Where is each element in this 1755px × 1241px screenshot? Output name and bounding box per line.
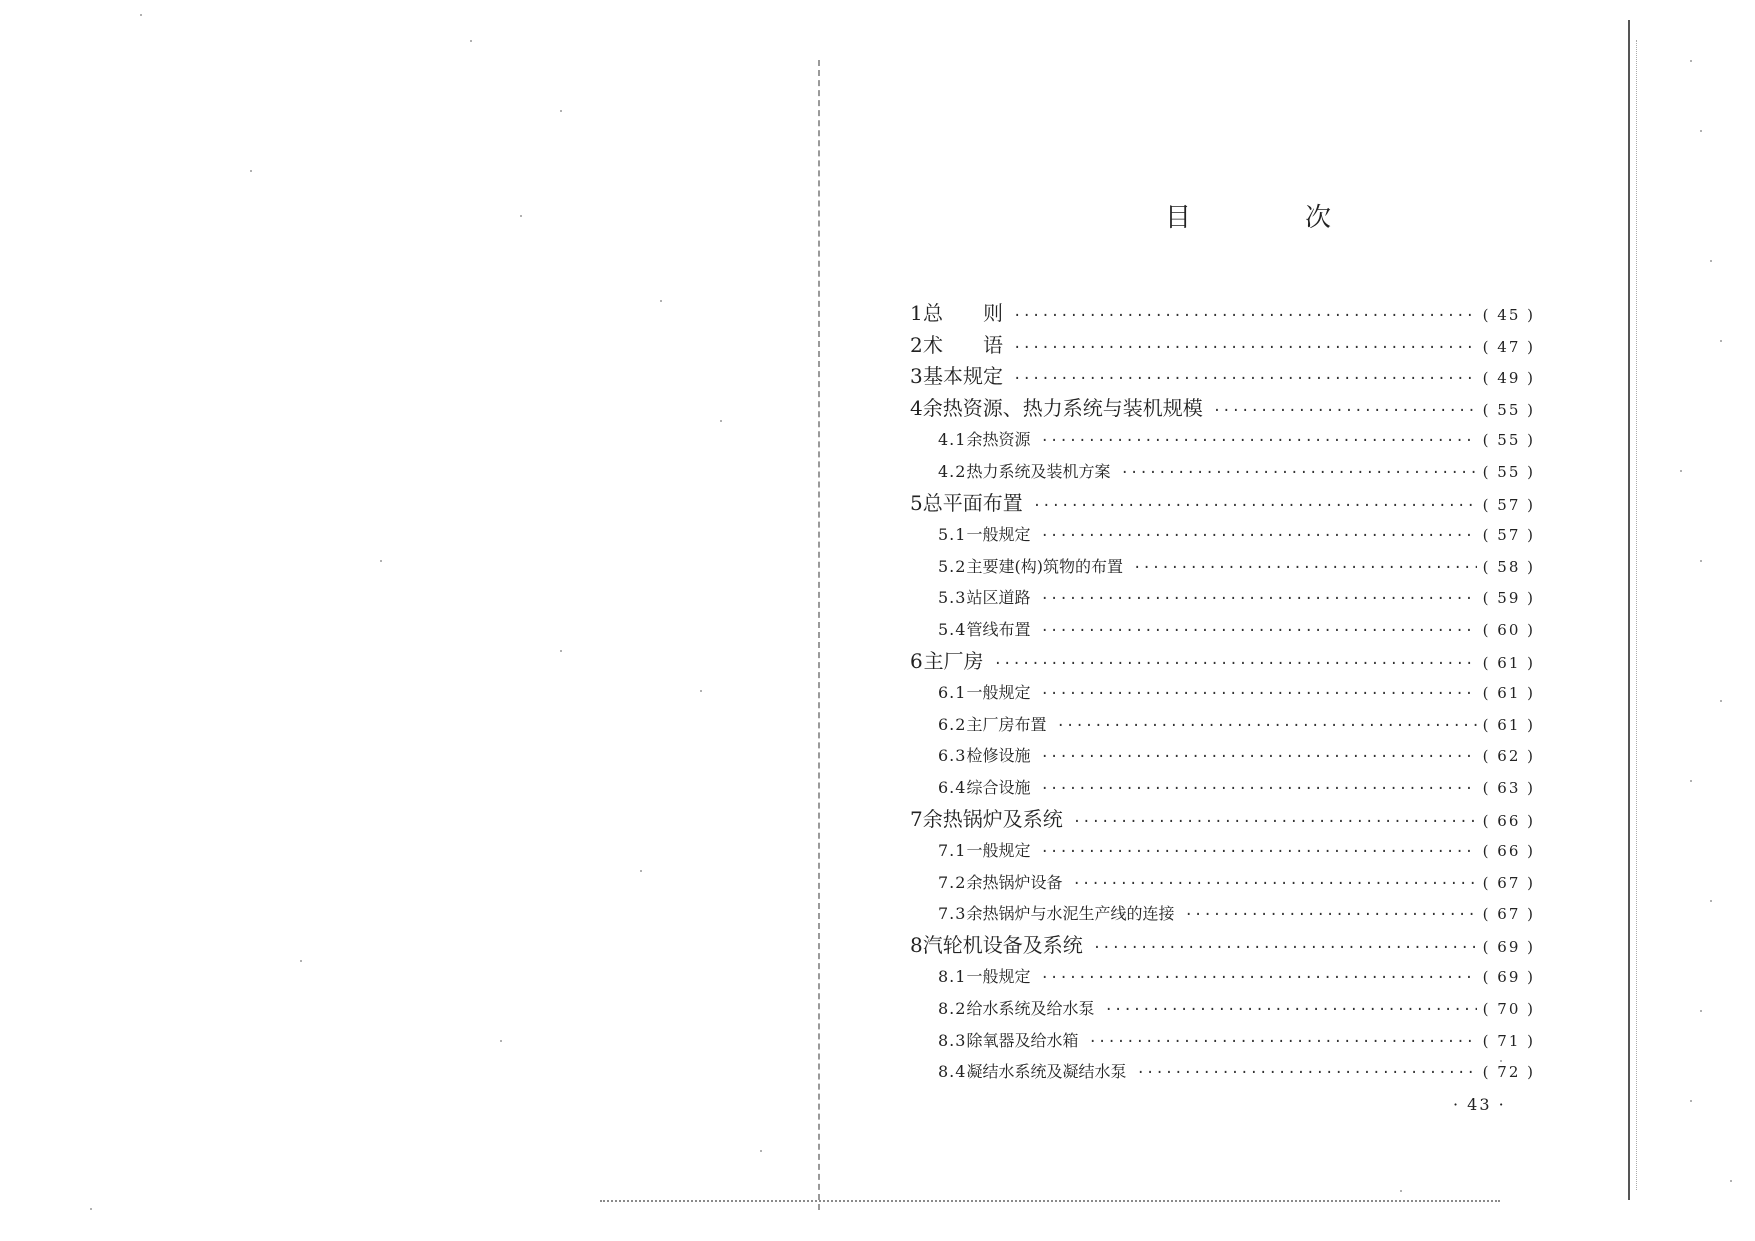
- toc-leader-dots: [1040, 742, 1476, 774]
- toc-entry[interactable]: [910, 772, 1535, 804]
- toc-entry[interactable]: [910, 519, 1535, 551]
- toc-entry-title: 总 则: [923, 301, 1004, 325]
- toc-entry[interactable]: [910, 804, 1535, 836]
- toc-entry-title: 术 语: [923, 332, 1004, 357]
- toc-entry-title: 一般规定: [966, 841, 1031, 861]
- toc-entry[interactable]: [910, 709, 1535, 741]
- toc-entry-title: 综合设施: [966, 777, 1031, 797]
- toc-entry-page: ( 57 ): [1482, 526, 1535, 545]
- scan-speck: [1700, 1010, 1702, 1012]
- scan-speck: [660, 300, 662, 302]
- scan-speck: [760, 1150, 762, 1152]
- toc-entry-title: 除氧器及给水箱: [966, 1030, 1079, 1050]
- scan-speck: [250, 170, 252, 172]
- toc-entry-title: 余热锅炉及系统: [922, 806, 1063, 831]
- toc-leader-dots: [1013, 364, 1477, 396]
- toc-entry[interactable]: [910, 456, 1535, 488]
- toc-entry-page: ( 67 ): [1482, 873, 1535, 892]
- toc-leader-dots: [1120, 458, 1476, 490]
- scan-speck: [560, 650, 562, 652]
- toc-entry[interactable]: [910, 646, 1535, 678]
- scan-speck: [470, 40, 472, 42]
- toc-entry-page: ( 47 ): [1482, 337, 1535, 356]
- toc-entry-title: 凝结水系统及凝结水泵: [966, 1062, 1127, 1082]
- toc-leader-dots: [1213, 396, 1477, 428]
- toc-entry-number: 2: [910, 332, 923, 357]
- scan-speck: [1680, 470, 1682, 472]
- toc-entry-page: ( 49 ): [1482, 369, 1535, 388]
- page-edge-dotted-line: [1636, 40, 1637, 1190]
- toc-entry[interactable]: [910, 740, 1535, 772]
- toc-entry-number: 6.4: [938, 777, 967, 797]
- toc-entry-number: 5.4: [938, 619, 967, 639]
- toc-entry-page: ( 61 ): [1482, 653, 1535, 672]
- page-number: · 43 ·: [1453, 1095, 1506, 1114]
- toc-entry[interactable]: [910, 1056, 1535, 1088]
- toc-entry[interactable]: [910, 898, 1535, 930]
- scan-speck: [1720, 340, 1722, 342]
- toc-entry-page: ( 67 ): [1482, 905, 1535, 924]
- toc-leader-dots: [1184, 900, 1476, 932]
- toc-entry[interactable]: [910, 1025, 1535, 1057]
- scan-speck: [1710, 900, 1712, 902]
- toc-leader-dots: [1040, 616, 1476, 648]
- table-of-contents: [910, 298, 1535, 1088]
- toc-leader-dots: [1040, 426, 1476, 458]
- toc-entry-page: ( 58 ): [1482, 557, 1535, 576]
- toc-entry-number: 8.4: [938, 1062, 967, 1082]
- toc-leader-dots: [1136, 1058, 1476, 1090]
- toc-entry-page: ( 69 ): [1482, 937, 1535, 956]
- toc-entry-page: ( 69 ): [1482, 968, 1535, 987]
- scan-speck: [560, 110, 562, 112]
- toc-entry-page: ( 55 ): [1482, 400, 1535, 419]
- toc-entry-page: ( 45 ): [1482, 306, 1535, 324]
- toc-entry-page: ( 55 ): [1482, 431, 1535, 450]
- toc-entry-title: 管线布置: [966, 619, 1031, 639]
- toc-entry-number: 8.2: [938, 999, 967, 1019]
- page-gutter-line: [818, 60, 820, 1210]
- toc-entry-number: 6.2: [938, 714, 967, 734]
- scan-speck: [1700, 130, 1702, 132]
- toc-entry-page: ( 71 ): [1482, 1031, 1535, 1050]
- toc-entry-number: 6.1: [938, 683, 967, 703]
- toc-entry-title: 余热资源、热力系统与装机规模: [922, 395, 1203, 420]
- blank-left-page: [0, 0, 820, 1241]
- toc-entry-title: 汽轮机设备及系统: [922, 932, 1083, 957]
- toc-leader-dots: [1093, 933, 1477, 965]
- toc-entry-title: 基本规定: [923, 364, 1004, 389]
- scan-speck: [1690, 780, 1692, 782]
- scan-speck: [1400, 1190, 1402, 1192]
- toc-entry[interactable]: [910, 677, 1535, 709]
- toc-entry-page: ( 70 ): [1482, 1000, 1535, 1019]
- toc-leader-dots: [1013, 333, 1477, 365]
- scan-speck: [520, 215, 522, 217]
- toc-entry[interactable]: [910, 330, 1535, 362]
- toc-entry[interactable]: [910, 835, 1535, 867]
- toc-entry-number: 4: [910, 395, 923, 420]
- toc-leader-dots: [1040, 774, 1476, 806]
- toc-leader-dots: [1040, 963, 1476, 995]
- scan-speck: [500, 1040, 502, 1042]
- toc-entry-number: 4.2: [938, 461, 967, 481]
- scan-speck: [720, 420, 722, 422]
- scan-speck: [380, 560, 382, 562]
- toc-entry[interactable]: [910, 993, 1535, 1025]
- toc-leader-dots: [1104, 995, 1476, 1027]
- toc-entry[interactable]: [910, 393, 1535, 425]
- toc-entry-number: 7.2: [938, 872, 967, 892]
- toc-entry-number: 6: [910, 648, 923, 673]
- toc-leader-dots: [1040, 521, 1476, 553]
- toc-entry[interactable]: [910, 961, 1535, 993]
- toc-leader-dots: [994, 649, 1477, 681]
- toc-leader-dots: [1033, 491, 1477, 523]
- toc-entry-title: 一般规定: [966, 683, 1031, 703]
- toc-entry-title: 余热锅炉设备: [966, 872, 1063, 892]
- toc-entry-page: ( 61 ): [1482, 684, 1535, 703]
- toc-entry[interactable]: [910, 551, 1535, 583]
- page-edge-line: [1628, 20, 1630, 1200]
- toc-leader-dots: [1040, 584, 1476, 616]
- toc-entry-number: 3: [910, 364, 923, 389]
- scan-speck: [1700, 560, 1702, 562]
- toc-entry-title: 余热锅炉与水泥生产线的连接: [966, 904, 1175, 924]
- toc-entry[interactable]: [910, 614, 1535, 646]
- toc-entry-title: 主厂房布置: [966, 714, 1047, 734]
- toc-entry-title: 站区道路: [966, 588, 1031, 608]
- toc-leader-dots: [1013, 301, 1477, 333]
- toc-entry-number: 4.1: [938, 430, 967, 450]
- scan-speck: [1720, 700, 1722, 702]
- toc-entry-page: ( 60 ): [1482, 620, 1535, 639]
- toc-entry-number: 5.3: [938, 588, 967, 608]
- toc-leader-dots: [1040, 679, 1476, 711]
- toc-entry-page: ( 59 ): [1482, 589, 1535, 608]
- toc-entry-number: 7.1: [938, 841, 967, 861]
- toc-entry[interactable]: [910, 361, 1535, 393]
- toc-entry-title: 一般规定: [966, 967, 1031, 987]
- toc-leader-dots: [1072, 869, 1476, 901]
- toc-entry-title: 余热资源: [966, 430, 1031, 450]
- toc-entry-page: ( 55 ): [1482, 462, 1535, 481]
- toc-entry[interactable]: [910, 488, 1535, 520]
- toc-entry-title: 热力系统及装机方案: [966, 461, 1111, 481]
- toc-entry-page: ( 72 ): [1482, 1063, 1535, 1082]
- bottom-scan-edge: [600, 1200, 1500, 1202]
- toc-entry[interactable]: [910, 930, 1535, 962]
- toc-entry-title: 检修设施: [966, 746, 1031, 766]
- toc-entry[interactable]: [910, 867, 1535, 899]
- scan-speck: [1710, 260, 1712, 262]
- toc-entry-number: 8: [910, 932, 923, 957]
- toc-entry[interactable]: [910, 582, 1535, 614]
- scan-speck: [1730, 1180, 1732, 1182]
- toc-entry-page: ( 63 ): [1482, 778, 1535, 797]
- scan-speck: [1690, 60, 1692, 62]
- scan-speck: [700, 690, 702, 692]
- toc-entry-number: 5.1: [938, 525, 967, 545]
- toc-entry-page: ( 57 ): [1482, 495, 1535, 514]
- scan-speck: [300, 960, 302, 962]
- toc-entry[interactable]: [910, 298, 1535, 330]
- toc-entry-number: 7: [910, 806, 923, 831]
- toc-entry-number: 7.3: [938, 904, 967, 924]
- scan-speck: [1690, 1100, 1692, 1102]
- toc-entry-number: 8.3: [938, 1030, 967, 1050]
- toc-leader-dots: [1088, 1027, 1476, 1059]
- toc-entry-number: 6.3: [938, 746, 967, 766]
- toc-entry-title: 给水系统及给水泵: [966, 999, 1095, 1019]
- toc-leader-dots: [1056, 711, 1476, 743]
- toc-entry-page: ( 61 ): [1482, 715, 1535, 734]
- toc-entry-page: ( 62 ): [1482, 747, 1535, 766]
- toc-leader-dots: [1073, 807, 1477, 839]
- toc-entry-page: ( 66 ): [1482, 811, 1535, 830]
- toc-entry-title: 主厂房: [923, 648, 984, 673]
- scan-speck: [640, 870, 642, 872]
- toc-entry-title: 一般规定: [966, 525, 1031, 545]
- toc-entry-number: 5.2: [938, 556, 967, 576]
- toc-entry-title: 主要建(构)筑物的布置: [966, 556, 1123, 576]
- scan-speck: [90, 1208, 92, 1210]
- toc-entry-number: 5: [910, 490, 923, 515]
- scan-speck: [140, 14, 142, 16]
- toc-heading: 目 次: [1165, 203, 1376, 233]
- toc-leader-dots: [1133, 553, 1477, 585]
- toc-entry-page: ( 66 ): [1482, 842, 1535, 861]
- toc-leader-dots: [1040, 837, 1476, 869]
- toc-entry-title: 总平面布置: [922, 490, 1023, 515]
- toc-entry-number: 8.1: [938, 967, 967, 987]
- toc-entry[interactable]: [910, 424, 1535, 456]
- toc-entry-number: 1: [910, 301, 923, 325]
